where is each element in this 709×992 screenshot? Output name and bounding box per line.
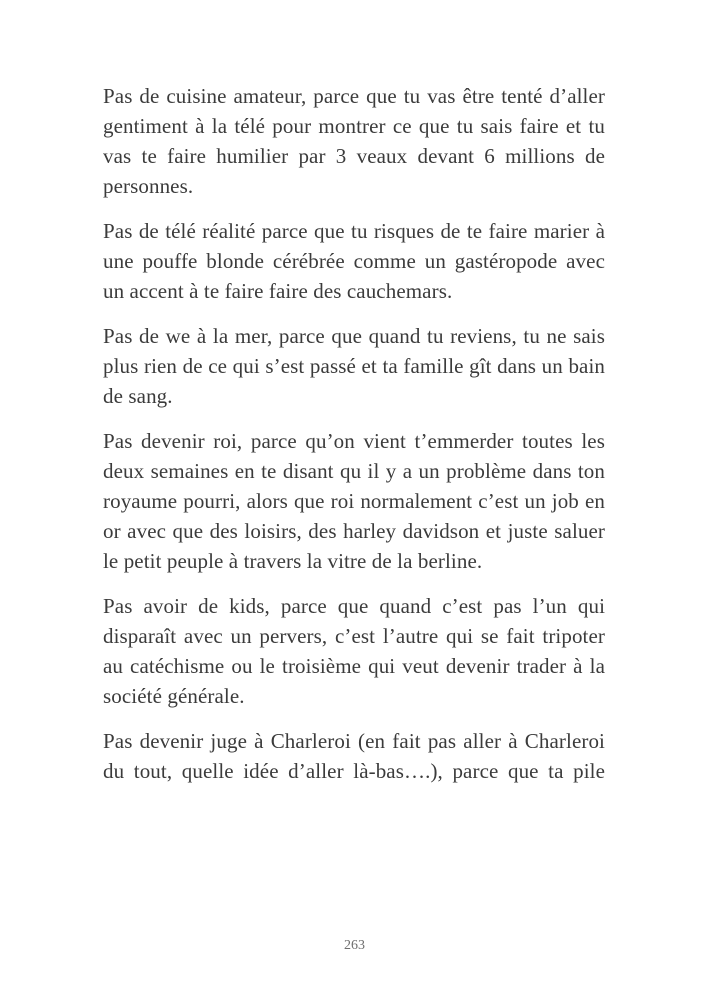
paragraph-6: Pas devenir juge à Charleroi (en fait pas aller à Charleroi du tout, quelle idée d’aller là-bas….), parce que ta pile xyxy=(103,729,605,783)
paragraph-2: Pas de télé réalité parce que tu risques de te faire marier à une pouffe blonde cérébrée comme un gastéropode avec un accent à te faire faire des cauchemars. xyxy=(103,219,605,303)
paragraph-3: Pas de we à la mer, parce que quand tu reviens, tu ne sais plus rien de ce qui s’est passé et ta famille gît dans un bain de sang. xyxy=(103,324,605,408)
paragraph-5: Pas avoir de kids, parce que quand c’est pas l’un qui disparaît avec un pervers, c’est l’autre qui se fait tripoter au catéchisme ou le troisième qui veut devenir trader à la société générale. xyxy=(103,594,605,708)
paragraph-4: Pas devenir roi, parce qu’on vient t’emmerder toutes les deux semaines en te disant qu il y a un problème dans ton royaume pourri, alors que roi normalement c’est un job en or avec que des loisirs, des harley davidson et juste saluer le petit peuple à travers la vitre de la berline. xyxy=(103,429,605,573)
page-text-block xyxy=(103,81,605,801)
paragraph-1: Pas de cuisine amateur, parce que tu vas être tenté d’aller gentiment à la télé pour montrer ce que tu sais faire et tu vas te faire humilier par 3 veaux devant 6 millions de personnes. xyxy=(103,84,605,198)
page-number: 263 xyxy=(344,938,365,953)
